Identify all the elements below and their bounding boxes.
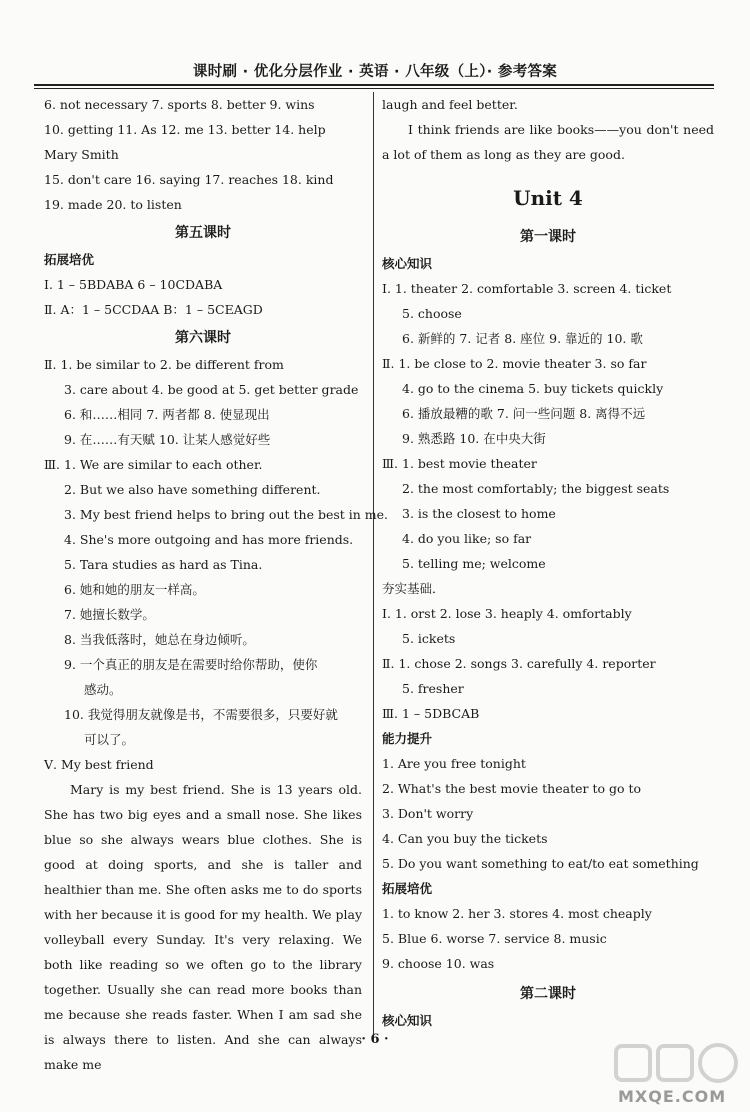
answer-line: Ⅲ. 1. best movie theater [382, 456, 537, 471]
answer-line: 7. 她擅长数学。 [64, 607, 155, 622]
answer-line: 可以了。 [84, 732, 135, 747]
subsection-title: 核心知识 [382, 1013, 433, 1028]
answer-line: 6. 播放最糟的歌 7. 问一些问题 8. 离得不远 [402, 406, 646, 421]
answer-line: 10. 我觉得朋友就像是书，不需要很多，只要好就 [64, 707, 338, 722]
essay-paragraph: Mary is my best friend. She is 13 years old. She has two big eyes and a small nose. She likes blue so she always wears blue clothes. She is good at doing sports, and she is taller and healthier than me. She often asks me to do sports with her because it is good for my health. We play volleyball every Sunday. It's very relaxing. We both like reading so we often go to the library together. Usually she can read more books than me because she reads faster. When I am sad she is always there to listen. And she can always make me [44, 782, 362, 1072]
answer-line: Ⅱ. 1. chose 2. songs 3. carefully 4. reporter [382, 656, 656, 671]
answer-line: 9. 在……有天赋 10. 让某人感觉好些 [64, 432, 271, 447]
answer-line: 6. 和……相同 7. 两者都 8. 使显现出 [64, 407, 270, 422]
answer-line: 4. go to the cinema 5. buy tickets quickly [402, 381, 664, 396]
answer-line: 5. fresher [402, 681, 464, 696]
answer-line: Ⅱ. A：1 – 5CCDAA B：1 – 5CEAGD [44, 302, 263, 317]
answer-line: Ⅰ. 1 – 5BDABA 6 – 10CDABA [44, 277, 223, 292]
right-column [382, 92, 714, 1033]
answer-line: 1. Are you free tonight [382, 756, 526, 771]
subsection-title: 核心知识 [382, 256, 433, 271]
section-title-lesson1: 第一课时 [520, 229, 576, 245]
subsection-title: 拓展培优 [44, 252, 95, 267]
essay-paragraph: I think friends are like books——you don't need a lot of them as long as they are good. [382, 122, 714, 162]
answer-line: Ⅲ. 1. We are similar to each other. [44, 457, 263, 472]
answer-line: Ⅰ. 1. orst 2. lose 3. heaply 4. omfortably [382, 606, 632, 621]
answer-line: Ⅱ. 1. be close to 2. movie theater 3. so far [382, 356, 647, 371]
section-title-lesson2: 第二课时 [520, 986, 576, 1002]
answer-line: 3. Don't worry [382, 806, 474, 821]
answer-line: Ⅱ. 1. be similar to 2. be different from [44, 357, 284, 372]
answer-line: 6. 她和她的朋友一样高。 [64, 582, 205, 597]
header-rule-thick [34, 84, 714, 86]
answer-line: 3. care about 4. be good at 5. get better grade [64, 382, 359, 397]
answer-line: Mary Smith [44, 147, 119, 162]
subsection-title: 拓展培优 [382, 881, 433, 896]
answer-line: 2. the most comfortably; the biggest seats [402, 481, 670, 496]
answer-line: 9. choose 10. was [382, 956, 495, 971]
answer-line: 4. She's more outgoing and has more friends. [64, 532, 354, 547]
answer-line: 4. Can you buy the tickets [382, 831, 548, 846]
answer-line: 1. to know 2. her 3. stores 4. most cheaply [382, 906, 652, 921]
answer-line: 5. telling me; welcome [402, 556, 546, 571]
subsection-title: 夯实基础． [382, 581, 445, 596]
answer-line: 15. don't care 16. saying 17. reaches 18. kind [44, 172, 334, 187]
watermark-text: MXQE.COM [618, 1087, 727, 1106]
section-title-lesson6: 第六课时 [175, 330, 231, 346]
answer-line: Ⅰ. 1. theater 2. comfortable 3. screen 4. ticket [382, 281, 672, 296]
answer-line: 5. ickets [402, 631, 456, 646]
essay-continued: laugh and feel better. [382, 97, 518, 112]
answer-line: Ⅲ. 1 – 5DBCAB [382, 706, 480, 721]
column-divider [373, 92, 374, 1037]
page-number: · 6 · [361, 1032, 389, 1047]
answer-line: 9. 一个真正的朋友是在需要时给你帮助，使你 [64, 657, 318, 672]
answer-line: 5. choose [402, 306, 462, 321]
answer-line: 6. not necessary 7. sports 8. better 9. wins [44, 97, 315, 112]
left-column [44, 92, 388, 1077]
answer-line: 5. Do you want something to eat/to eat something [382, 856, 699, 871]
unit-title: Unit 4 [513, 186, 583, 210]
answer-line: 9. 熟悉路 10. 在中央大街 [402, 431, 546, 446]
essay-heading: Ⅴ. My best friend [44, 757, 154, 772]
answer-line: 6. 新鲜的 7. 记者 8. 座位 9. 靠近的 10. 歌 [402, 331, 643, 346]
answer-line: 19. made 20. to listen [44, 197, 182, 212]
answer-line: 3. is the closest to home [402, 506, 556, 521]
header-rule-thin [34, 88, 714, 89]
answer-line: 4. do you like; so far [402, 531, 532, 546]
section-title-lesson5: 第五课时 [175, 225, 231, 241]
answer-line: 感动。 [84, 682, 122, 697]
answer-line: 8. 当我低落时，她总在身边倾听。 [64, 632, 255, 647]
page-header-title: 课时刷 · 优化分层作业 · 英语 · 八年级（上）· 参考答案 [192, 64, 558, 80]
answer-line: 10. getting 11. As 12. me 13. better 14. help [44, 122, 326, 137]
answer-line: 5. Tara studies as hard as Tina. [64, 557, 263, 572]
subsection-title: 能力提升 [382, 731, 433, 746]
answer-line: 2. What's the best movie theater to go to [382, 781, 642, 796]
answer-line: 5. Blue 6. worse 7. service 8. music [382, 931, 607, 946]
answer-line: 2. But we also have something different. [64, 482, 321, 497]
answer-line: 3. My best friend helps to bring out the best in me. [64, 507, 388, 522]
